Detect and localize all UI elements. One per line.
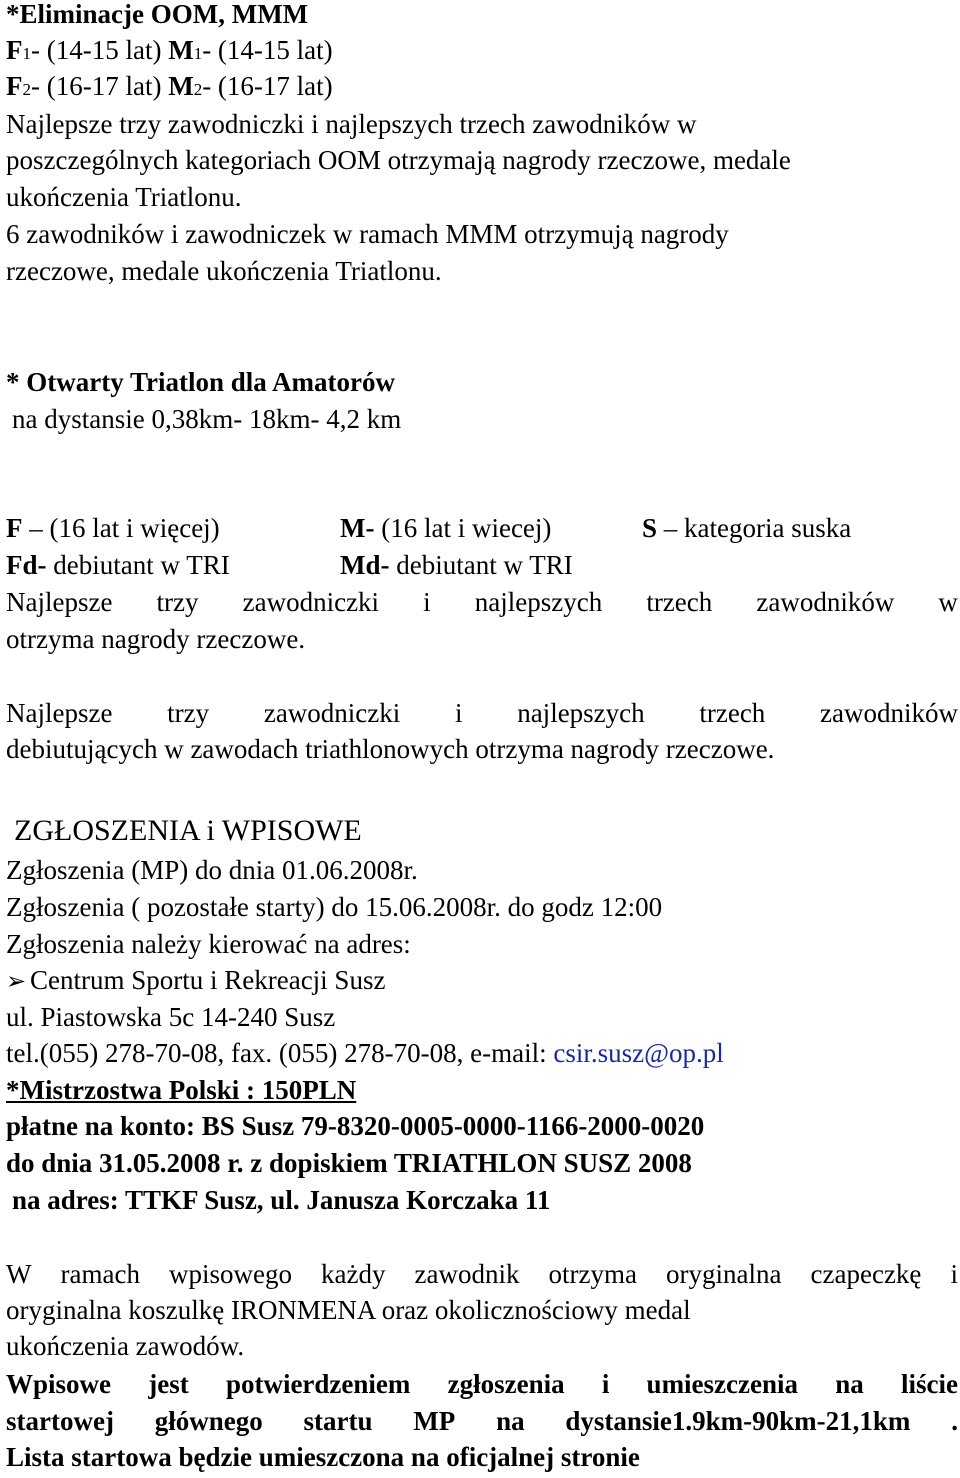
word: zawodniczki	[263, 698, 401, 728]
cat-m1-age: - (14-15 lat)	[202, 35, 333, 65]
cat-f	[6, 510, 220, 546]
gift-line-2: oryginalna koszulkę IRONMENA oraz okolicznościowy medal	[6, 1295, 691, 1325]
word: i	[423, 587, 431, 617]
mmm-prizes-line-2: rzeczowe, medale ukończenia Triatlonu.	[6, 256, 442, 286]
category-line-f1-m1	[6, 32, 333, 68]
word: startu	[303, 1406, 373, 1436]
word: otrzyma	[548, 1259, 637, 1289]
word: Wpisowe	[6, 1369, 112, 1399]
word: czapeczkę	[810, 1259, 922, 1289]
amateur-categories-line-1	[6, 510, 958, 546]
cat-m1-sub: 1	[193, 44, 203, 63]
confirm-line-1	[6, 1366, 958, 1402]
open-triathlon-title: * Otwarty Triatlon dla Amatorów	[6, 367, 395, 397]
cat-md-label: Md-	[340, 550, 390, 580]
word: dystansie1.9km-90km-21,1km	[565, 1406, 911, 1436]
cat-m	[340, 510, 551, 546]
word: na	[496, 1406, 525, 1436]
word: trzech	[646, 587, 713, 617]
word: i	[454, 698, 463, 728]
fee-address: na adres: TTKF Susz, ul. Janusza Korczaka 11	[12, 1185, 551, 1215]
word: Najlepsze	[6, 698, 113, 728]
cat-md	[340, 547, 573, 583]
oom-prizes-line-2: poszczególnych kategoriach OOM otrzymają nagrody rzeczowe, medale	[6, 145, 791, 175]
word: ramach	[60, 1259, 140, 1289]
registration-street: ul. Piastowska 5c 14-240 Susz	[6, 1002, 336, 1032]
word: trzech	[699, 698, 766, 728]
word: W	[6, 1259, 32, 1289]
contact-phone-fax: tel.(055) 278-70-08, fax. (055) 278-70-08, e-mail:	[6, 1038, 554, 1068]
debut-prizes-line-1	[6, 695, 958, 731]
confirm-line-2	[6, 1403, 958, 1439]
registration-deadline-other: Zgłoszenia ( pozostałe starty) do 15.06.2008r. do godz 12:00	[6, 892, 663, 922]
cat-f2-age: - (16-17 lat)	[31, 71, 162, 101]
oom-prizes-line-3: ukończenia Triatlonu.	[6, 182, 242, 212]
cat-f-text: – (16 lat i więcej)	[29, 513, 220, 543]
fee-title: *Mistrzostwa Polski : 150PLN	[6, 1075, 357, 1105]
word: zawodników	[820, 698, 958, 728]
mmm-prizes-line-1: 6 zawodników i zawodniczek w ramach MMM otrzymują nagrody	[6, 219, 729, 249]
amateur-categories-line-2	[6, 547, 958, 583]
cat-f1-sub: 1	[22, 44, 31, 63]
word: umieszczenia	[646, 1369, 798, 1399]
debut-prizes-line-2: debiutujących w zawodach triathlonowych otrzyma nagrody rzeczowe.	[6, 734, 775, 764]
word: oryginalna	[666, 1259, 782, 1289]
registration-centre	[6, 962, 385, 998]
cat-f1-label: F	[6, 35, 23, 65]
oom-prizes-line-1: Najlepsze trzy zawodniczki i najlepszych trzech zawodników w	[6, 109, 697, 139]
word: trzy	[167, 698, 210, 728]
word: zawodniczki	[242, 587, 380, 617]
fee-account: płatne na konto: BS Susz 79-8320-0005-0000-1166-2000-0020	[6, 1111, 705, 1141]
word: startowej	[6, 1406, 114, 1436]
word: wpisowego	[169, 1259, 292, 1289]
cat-f1-age: - (14-15 lat)	[31, 35, 162, 65]
word: zawodnik	[414, 1259, 520, 1289]
word: i	[950, 1259, 958, 1289]
word: MP	[413, 1406, 456, 1436]
registration-deadline-mp: Zgłoszenia (MP) do dnia 01.06.2008r.	[6, 855, 418, 885]
cat-m1-label: M	[168, 35, 194, 65]
cat-m-text: (16 lat i wiecej)	[381, 513, 552, 543]
cat-fd-label: Fd-	[6, 550, 47, 580]
cat-m2-sub: 2	[193, 80, 203, 99]
gift-line-3: ukończenia zawodów.	[6, 1331, 245, 1361]
registration-address-intro: Zgłoszenia należy kierować na adres:	[6, 929, 411, 959]
word: i	[601, 1369, 610, 1399]
word: jest	[148, 1369, 189, 1399]
cat-s-label: S	[642, 513, 658, 543]
cat-m2-label: M	[168, 71, 194, 101]
gift-line-1	[6, 1256, 958, 1292]
cat-m-label: M-	[340, 513, 375, 543]
registration-heading: ZGŁOSZENIA i WPISOWE	[14, 814, 362, 847]
word: zgłoszenia	[447, 1369, 565, 1399]
word: zawodników	[756, 587, 895, 617]
cat-f2-label: F	[6, 71, 23, 101]
word: najlepszych	[517, 698, 645, 728]
cat-f-label: F	[6, 513, 23, 543]
cat-md-text: debiutant w TRI	[396, 550, 573, 580]
word: w	[938, 587, 958, 617]
cat-f2-sub: 2	[22, 80, 31, 99]
confirm-line-3: Lista startowa będzie umieszczona na oficjalnej stronie	[6, 1442, 640, 1472]
cat-fd-text: debiutant w TRI	[53, 550, 230, 580]
centre-name: Centrum Sportu i Rekreacji Susz	[30, 965, 386, 995]
cat-fd	[6, 547, 230, 583]
cat-m2-age: - (16-17 lat)	[202, 71, 333, 101]
category-line-f2-m2	[6, 68, 333, 104]
word: potwierdzeniem	[225, 1369, 411, 1399]
fee-deadline: do dnia 31.05.2008 r. z dopiskiem TRIATHLON SUSZ 2008	[6, 1148, 692, 1178]
word: głównego	[154, 1406, 263, 1436]
email-link[interactable]: csir.susz@op.pl	[553, 1038, 724, 1068]
oom-mmm-title: *Eliminacje OOM, MMM	[6, 0, 309, 29]
registration-contact	[6, 1035, 724, 1071]
cat-s	[642, 510, 851, 546]
word: najlepszych	[474, 587, 603, 617]
arrow-bullet-icon: ➢	[6, 967, 27, 995]
word: trzy	[156, 587, 199, 617]
amateur-prizes-line-1	[6, 584, 958, 620]
word: liście	[900, 1369, 958, 1399]
word: każdy	[321, 1259, 386, 1289]
cat-s-text: – kategoria suska	[663, 513, 852, 543]
word: Najlepsze	[6, 587, 113, 617]
open-triathlon-distance: na dystansie 0,38km- 18km- 4,2 km	[12, 404, 402, 434]
word: na	[835, 1369, 864, 1399]
word: .	[951, 1406, 958, 1436]
amateur-prizes-line-2: otrzyma nagrody rzeczowe.	[6, 624, 306, 654]
